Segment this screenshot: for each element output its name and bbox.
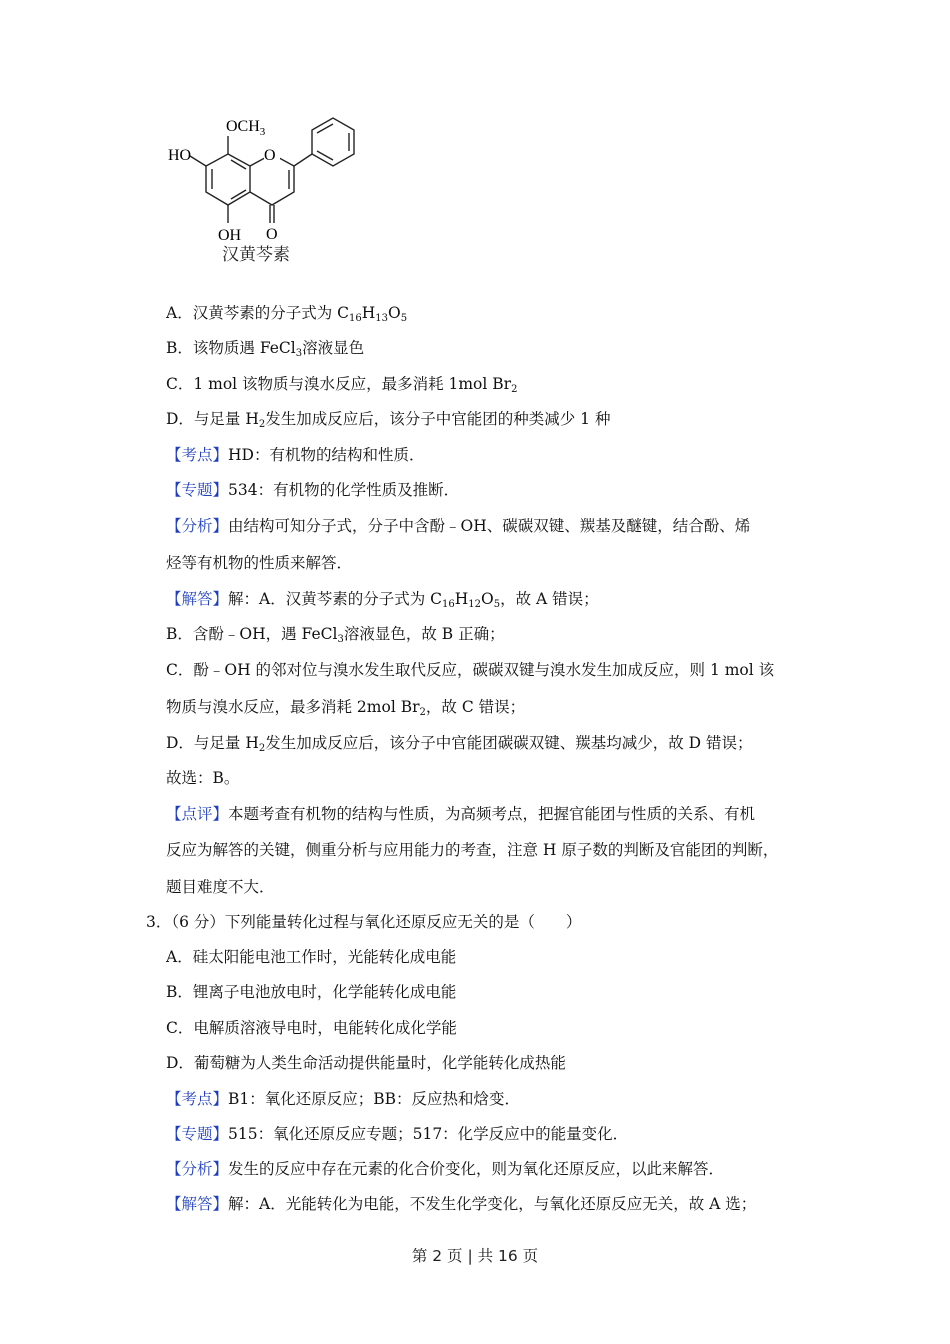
q3-fenxi: 【分析】发生的反应中存在元素的化合价变化，则为氧化还原反应，以此来解答． <box>166 1160 725 1178</box>
q3-stem: 3．（6 分）下列能量转化过程与氧化还原反应无关的是（ ） <box>146 913 582 931</box>
figure-caption: 汉黄芩素 <box>222 245 290 265</box>
q3-jieda: 【解答】解：A．光能转化为电能，不发生化学变化，与氧化还原反应无关，故 A 选； <box>166 1195 757 1213</box>
page-footer: 第 2 页 | 共 16 页 <box>411 1247 539 1265</box>
tag-dianping: 【点评】 <box>166 805 229 823</box>
tag-jieda: 【解答】 <box>166 1195 229 1213</box>
svg-text:HO: HO <box>168 147 192 164</box>
q2-option-d: D．与足量 $H_2$发生加成反应后，该分子中官能团的种类减少 1 种 <box>166 410 611 430</box>
q2-jieda-c1: C．酚﹣OH 的邻对位与溴水发生取代反应，碳碳双键与溴水发生加成反应，则 1 mol 该 <box>166 661 775 679</box>
q2-dianping-cont2: 题目难度不大． <box>166 878 275 896</box>
q2-option-b: B．该物质遇 FeCl$_3$溶液显色 <box>166 339 365 359</box>
q3-kaodian: 【考点】B1：氧化还原反应；BB：反应热和焓变． <box>166 1090 521 1108</box>
tag-fenxi: 【分析】 <box>166 517 229 535</box>
q2-fenxi-cont: 烃等有机物的性质来解答． <box>166 554 353 572</box>
svg-text:O: O <box>266 226 278 243</box>
q2-jieda-a: 【解答】解：A．汉黄芩素的分子式为 $C_{16}H_{12}O_5$，故 A 错误； <box>166 590 599 610</box>
q3-option-c: C．电解质溶液导电时，电能转化成化学能 <box>166 1019 457 1037</box>
svg-text:OCH3: $OCH_3$ <box>226 118 266 138</box>
q2-dianping-cont1: 反应为解答的关键，侧重分析与应用能力的考查，注意 H 原子数的判断及官能团的判断， <box>166 841 779 859</box>
chemical-structure-figure <box>160 108 370 268</box>
q3-option-b: B．锂离子电池放电时，化学能转化成电能 <box>166 983 457 1001</box>
q2-fenxi: 【分析】由结构可知分子式，分子中含酚﹣OH、碳碳双键、羰基及醚键，结合酚、烯 <box>166 517 751 535</box>
tag-kaodian: 【考点】 <box>166 1090 229 1108</box>
tag-zhuanti: 【专题】 <box>166 481 229 499</box>
q2-option-a: A．汉黄芩素的分子式为 $C_{16}H_{13}O_5$ <box>166 304 408 324</box>
tag-zhuanti: 【专题】 <box>166 1125 229 1143</box>
svg-text:OH: OH <box>218 227 242 243</box>
svg-text:O: O <box>264 147 276 164</box>
tag-fenxi: 【分析】 <box>166 1160 229 1178</box>
q2-kaodian: 【考点】HD：有机物的结构和性质． <box>166 446 425 464</box>
q2-dianping: 【点评】本题考查有机物的结构与性质，为高频考点，把握官能团与性质的关系、有机 <box>166 805 756 823</box>
q2-answer: 故选：B。 <box>166 769 240 787</box>
wogonin-structure-diagram <box>160 108 370 243</box>
tag-kaodian: 【考点】 <box>166 446 229 464</box>
q3-option-d: D．葡萄糖为人类生命活动提供能量时，化学能转化成热能 <box>166 1054 566 1072</box>
q3-zhuanti: 【专题】515：氧化还原反应专题；517：化学反应中的能量变化． <box>166 1125 629 1143</box>
q2-option-c: C．1 mol 该物质与溴水反应，最多消耗 1mol $Br_2$ <box>166 375 518 395</box>
q2-jieda-c2: 物质与溴水反应，最多消耗 2mol $Br_2$，故 C 错误； <box>166 698 526 718</box>
q2-jieda-b: B．含酚﹣OH，遇 FeCl$_3$溶液显色，故 B 正确； <box>166 625 505 645</box>
tag-jieda: 【解答】 <box>166 590 229 608</box>
q3-option-a: A．硅太阳能电池工作时，光能转化成电能 <box>166 948 457 966</box>
q2-zhuanti: 【专题】534：有机物的化学性质及推断． <box>166 481 460 499</box>
q2-jieda-d: D．与足量 $H_2$发生加成反应后，该分子中官能团碳碳双键、羰基均减少，故 D 错误； <box>166 734 753 754</box>
